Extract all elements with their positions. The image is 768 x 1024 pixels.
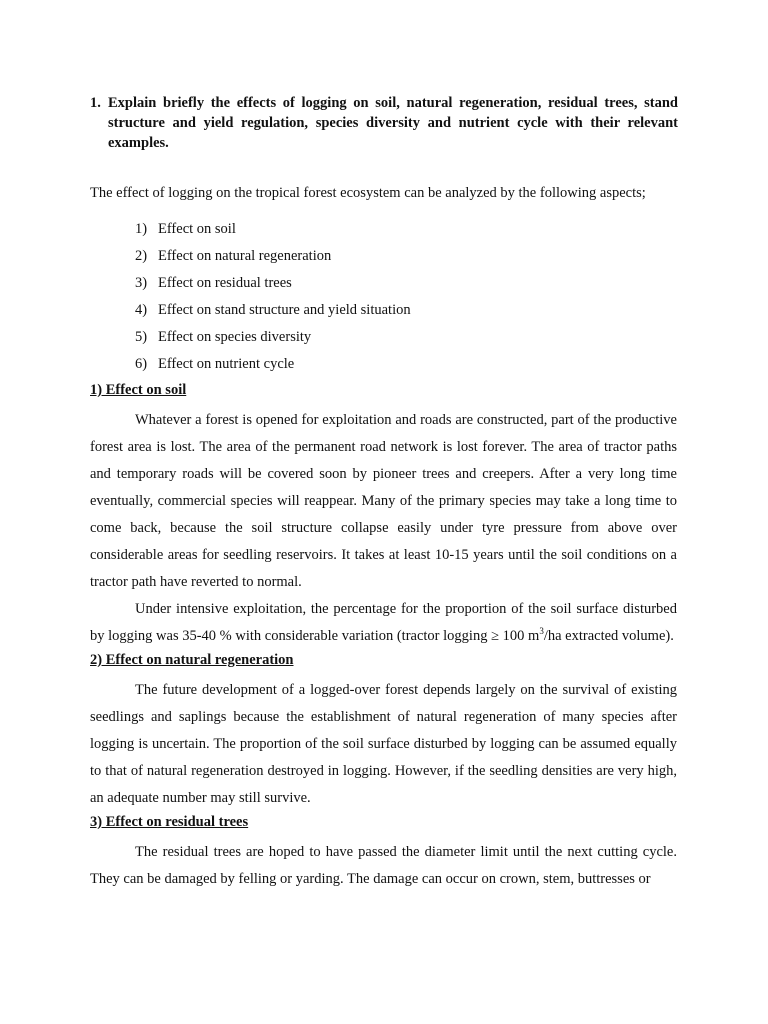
list-item <box>135 246 411 273</box>
residual-paragraph: The residual trees are hoped to have passed the diameter limit until the next cutting cycle. They can be damaged by felling or yarding. The damage can occur on crown, stem, buttresses or <box>90 844 677 887</box>
list-item <box>135 219 411 246</box>
list-item-label: Effect on stand structure and yield situation <box>158 302 411 318</box>
aspect-list <box>135 219 411 381</box>
soil-paragraph-2 <box>90 596 677 650</box>
question-text: Explain briefly the effects of logging on soil, natural regeneration, residual trees, stand structure and yield regulation, species diversity and nutrient cycle with their relevant examples. <box>108 95 678 151</box>
list-item-number: 3) <box>135 275 148 291</box>
list-item-label: Effect on natural regeneration <box>158 248 332 264</box>
soil-paragraph-2-end: /ha extracted volume). <box>543 628 674 644</box>
soil-paragraph-2-text: Under intensive exploitation, the percentage for the proportion of the soil surface disturbed by logging was 35-40 % with considerable variation (tractor logging ≥ 100 m <box>90 601 677 644</box>
regeneration-paragraph: The future development of a logged-over forest depends largely on the survival of existing seedlings and saplings because the establishment of natural regeneration of many species after logging is uncertain. The proportion of the soil surface disturbed by logging can be assumed equally to that of natural regeneration destroyed in logging. However, if the seedling densities are very high, an adequate number may still survive. <box>90 682 677 806</box>
list-item-label: Effect on residual trees <box>158 275 292 291</box>
section-heading-regeneration: 2) Effect on natural regeneration <box>90 652 294 668</box>
list-item-number: 6) <box>135 356 148 372</box>
question <box>90 93 678 153</box>
section-heading-residual: 3) Effect on residual trees <box>90 814 249 830</box>
soil-paragraph-1: Whatever a forest is opened for exploitation and roads are constructed, part of the productive forest area is lost. The area of the permanent road network is lost forever. The area of tractor paths and temporary roads will be covered soon by pioneer trees and creepers. After a very long time eventually, commercial species will reappear. Many of the primary species may take a long time to come back, because the soil structure collapse easily under tyre pressure from above over considerable areas for seedling reservoirs. It takes at least 10-15 years until the soil conditions on a tractor path have reverted to normal. <box>90 412 677 590</box>
list-item-number: 2) <box>135 248 148 264</box>
list-item-label: Effect on nutrient cycle <box>158 356 295 372</box>
list-item <box>135 354 411 381</box>
list-item-label: Effect on soil <box>158 221 236 237</box>
question-number: 1. <box>90 95 101 111</box>
list-item-number: 1) <box>135 221 148 237</box>
list-item-number: 5) <box>135 329 148 345</box>
list-item-label: Effect on species diversity <box>158 329 312 345</box>
intro-paragraph: The effect of logging on the tropical forest ecosystem can be analyzed by the following aspects; <box>90 185 646 201</box>
document-body <box>90 380 677 893</box>
list-item-number: 4) <box>135 302 148 318</box>
list-item <box>135 327 411 354</box>
list-item <box>135 300 411 327</box>
section-heading-soil: 1) Effect on soil <box>90 382 187 398</box>
superscript-3: 3 <box>539 626 544 637</box>
list-item <box>135 273 411 300</box>
